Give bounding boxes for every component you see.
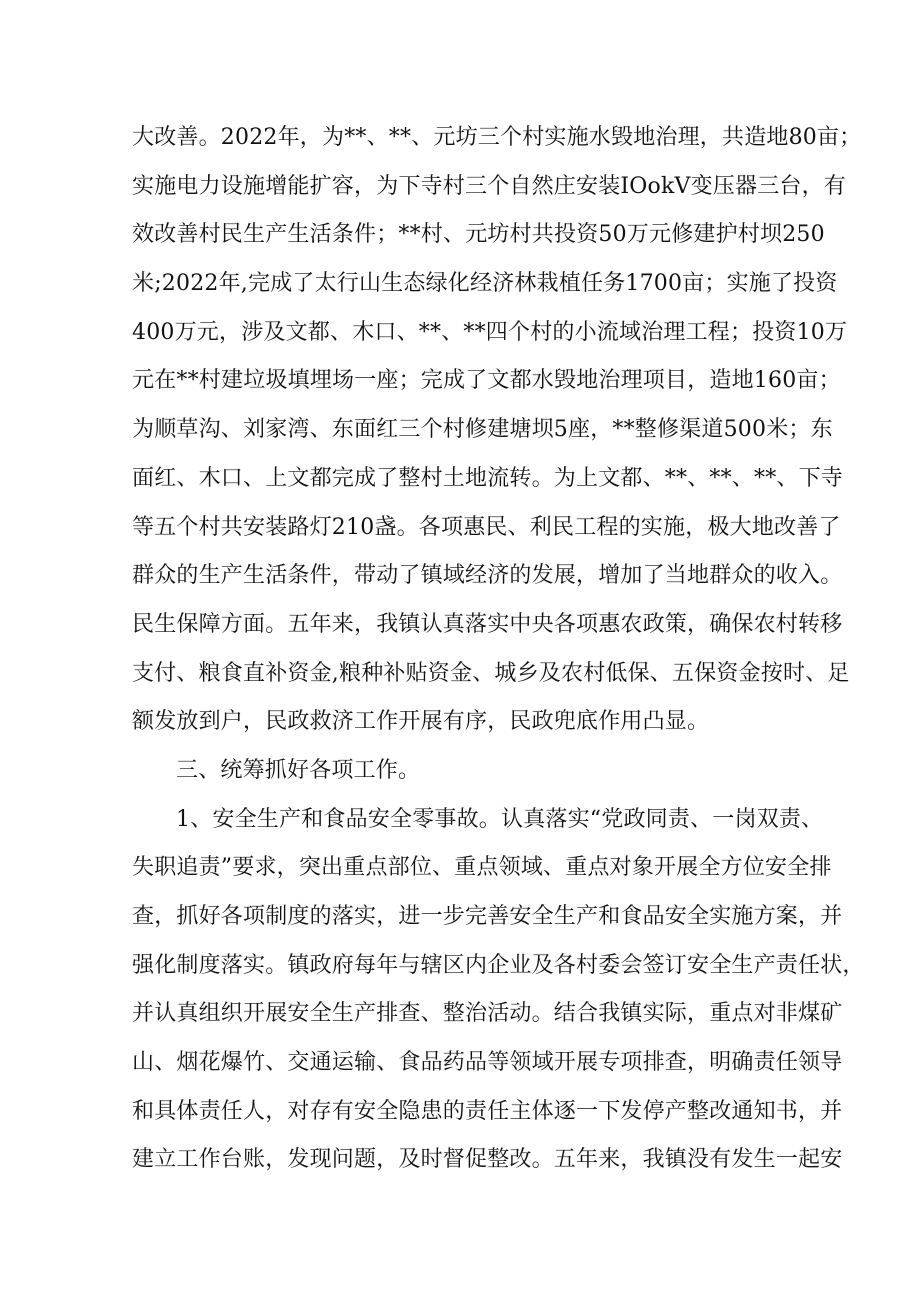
text-line: 米;2022年,完成了太行山生态绿化经济林栽植任务1700亩；实施了投资 (132, 271, 838, 297)
text-line: 效改善村民生产生活条件；**村、元坊村共投资50万元修建护村坝250 (132, 222, 825, 248)
text-line: 大改善。2022年，为**、**、元坊三个村实施水毁地治理，共造地80亩； (132, 125, 862, 150)
text-line: 失职追责”要求，突出重点部位、重点领域、重点对象开展全方位安全排 (132, 855, 832, 881)
text-line: 400万元，涉及文都、木口、**、**四个村的小流域治理工程；投资10万 (132, 319, 848, 345)
text-line: 元在**村建垃圾填埋场一座；完成了文都水毁地治理项目，造地160亩； (132, 368, 841, 394)
text-line: 民生保障方面。五年来，我镇认真落实中央各项惠农政策，确保农村转移 (132, 611, 843, 637)
text-line: 山、烟花爆竹、交通运输、食品药品等领域开展专项排查，明确责任领导 (132, 1050, 843, 1076)
text-line: 并认真组织开展安全生产排查、整治活动。结合我镇实际，重点对非煤矿 (132, 1001, 843, 1027)
text-line: 1、安全生产和食品安全零事故。认真落实“党政同责、一岗双责、 (176, 806, 824, 832)
text-line: 强化制度落实。镇政府每年与辖区内企业及各村委会签订安全生产责任状， (132, 952, 865, 978)
text-line: 支付、粮食直补资金,粮种补贴资金、城乡及农村低保、五保资金按时、足 (132, 660, 850, 686)
text-line: 实施电力设施增能扩容，为下寺村三个自然庄安装IOokV变压器三台，有 (132, 173, 846, 199)
text-line: 和具体责任人，对存有安全隐患的责任主体逐一下发停产整改通知书，并 (132, 1098, 843, 1124)
text-line: 建立工作台账，发现问题，及时督促整改。五年来，我镇没有发生一起安 (132, 1147, 843, 1173)
text-line: 等五个村共安装路灯210盏。各项惠民、利民工程的实施，极大地改善了 (132, 514, 841, 540)
text-line: 群众的生产生活条件，带动了镇域经济的发展，增加了当地群众的收入。 (132, 563, 843, 589)
text-line: 额发放到户，民政救济工作开展有序，民政兜底作用凸显。 (132, 709, 710, 735)
text-line: 为顺草沟、刘家湾、东面红三个村修建塘坝5座，**整修渠道500米；东 (132, 417, 833, 443)
text-line: 面红、木口、上文都完成了整村土地流转。为上文都、**、**、**、下寺 (132, 465, 844, 491)
section-heading: 三、统筹抓好各项工作。 (176, 757, 421, 783)
text-line: 查，抓好各项制度的落实，进一步完善安全生产和食品安全实施方案，并 (132, 904, 843, 929)
document-body (132, 114, 865, 1185)
